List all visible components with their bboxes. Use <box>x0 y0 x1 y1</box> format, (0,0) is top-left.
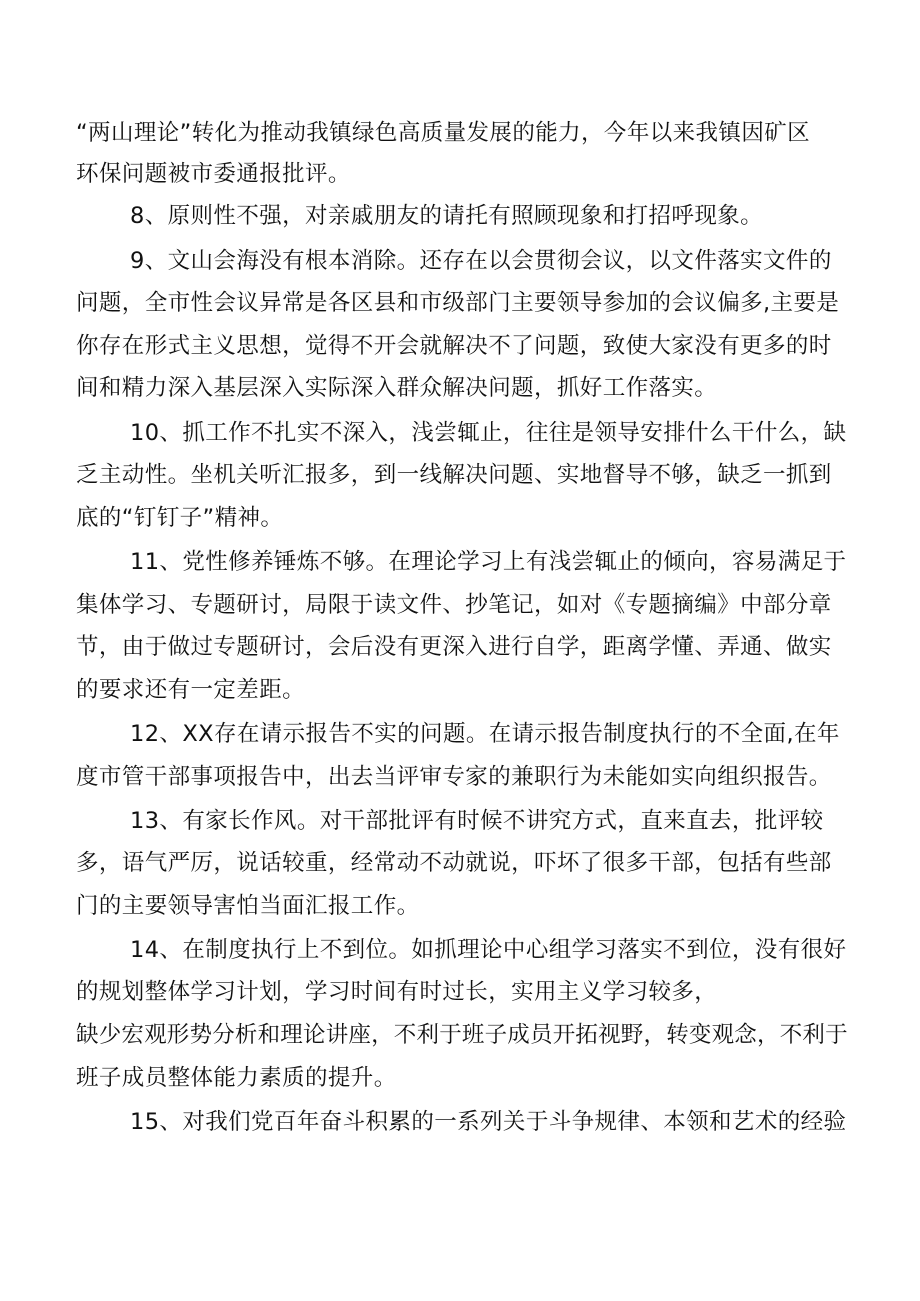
text-line: 门的主要领导害怕当面汇报工作。 <box>76 893 420 919</box>
text-line: 集体学习、专题研讨，局限于读文件、抄笔记，如对《专题摘编》中部分章 <box>76 592 832 618</box>
text-line: 问题，全市性会议异常是各区县和市级部门主要领导参加的会议偏多,主要是 <box>76 290 840 316</box>
text-line: “两山理论”转化为推动我镇绿色高质量发展的能力，今年以来我镇因矿区 <box>76 120 811 146</box>
paragraph-12-line: 12、XX存在请示报告不实的问题。在请示报告制度执行的不全面,在年 <box>130 721 840 747</box>
text-line: 缺少宏观形势分析和理论讲座，不利于班子成员开拓视野，转变观念，不利于 <box>76 1022 848 1048</box>
text-line: 班子成员整体能力素质的提升。 <box>76 1065 397 1091</box>
text-line: 环保问题被市委通报批评。 <box>76 161 351 187</box>
text-line: 底的“钉钉子”精神。 <box>76 505 284 531</box>
paragraph-14-line: 14、在制度执行上不到位。如抓理论中心组学习落实不到位，没有很好 <box>130 937 847 963</box>
text-line: 你存在形式主义思想，觉得不开会就解决不了问题，致使大家没有更多的时 <box>76 333 832 359</box>
paragraph-11-line: 11、党性修养锤炼不够。在理论学习上有浅尝辄止的倾向，容易满足于 <box>130 549 847 575</box>
text-line: 乏主动性。坐机关听汇报多，到一线解决问题、实地督导不够，缺乏一抓到 <box>76 462 832 488</box>
paragraph-10-line: 10、抓工作不扎实不深入，浅尝辄止，往往是领导安排什么干什么，缺 <box>130 420 847 446</box>
paragraph-13-line: 13、有家长作风。对干部批评有时候不讲究方式，直来直去，批评较 <box>130 808 824 834</box>
paragraph-8-line: 8、原则性不强，对亲戚朋友的请托有照顾现象和打招呼现象。 <box>130 203 764 229</box>
text-line: 的规划整体学习计划，学习时间有时过长，实用主义学习较多， <box>76 979 718 1005</box>
text-line: 间和精力深入基层深入实际深入群众解决问题，抓好工作落实。 <box>76 375 718 401</box>
paragraph-9-line: 9、文山会海没有根本消除。还存在以会贯彻会议，以文件落实文件的 <box>130 248 832 274</box>
text-line: 节，由于做过专题研讨，会后没有更深入进行自学，距离学懂、弄通、做实 <box>76 634 832 660</box>
paragraph-15-line: 15、对我们党百年奋斗积累的一系列关于斗争规律、本领和艺术的经验 <box>130 1109 847 1135</box>
text-line: 度市管干部事项报告中，出去当评审专家的兼职行为未能如实向组织报告。 <box>76 764 832 790</box>
text-line: 的要求还有一定差距。 <box>76 677 306 703</box>
text-line: 多，语气严厉，说话较重，经常动不动就说，吓坏了很多干部，包括有些部 <box>76 850 832 876</box>
